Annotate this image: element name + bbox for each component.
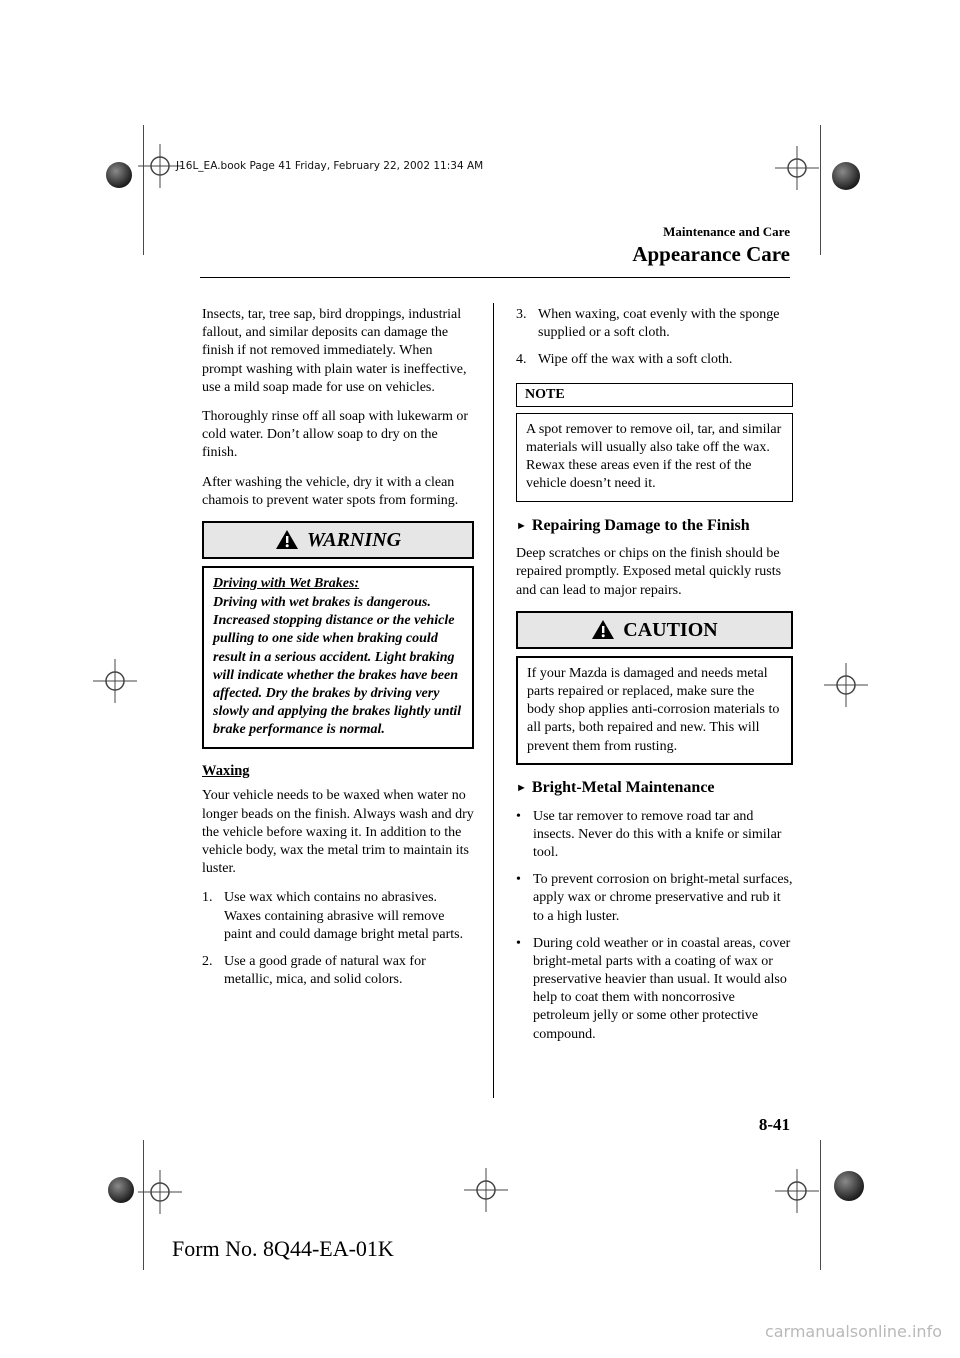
bullet-icon: • [516, 872, 521, 888]
section-heading-text: Bright-Metal Maintenance [531, 778, 715, 796]
list-number: 1. [202, 890, 213, 906]
bullet-item [516, 871, 793, 926]
section-heading-bright-metal [516, 778, 793, 799]
list-number: 3. [516, 307, 527, 322]
note-header: NOTE [516, 383, 793, 407]
list-number: 4. [516, 352, 527, 368]
bullet-text: During cold weather or in coastal areas, cover bright-metal parts with a coating of wax or preservative heavier than usual. It would also help to coat them with noncorrosive petroleum jelly or some other protective compound. [533, 935, 791, 1042]
list-text: When waxing, coat evenly with the sponge supplied or a soft cloth. [538, 307, 780, 341]
waxing-paragraph: Your vehicle needs to be waxed when water no longer beads on the finish. Always wash and dry the vehicle before waxing it. In addition to the vehicle body, wax the metal trim to maintain its luster. [202, 788, 474, 877]
section-marker-icon: ► [516, 781, 527, 794]
form-number: Form No. 8Q44-EA-01K [172, 1236, 394, 1261]
warning-subtitle: Driving with Wet Brakes: [213, 575, 360, 591]
list-item [202, 889, 474, 944]
caution-body: If your Mazda is damaged and needs metal parts repaired or replaced, make sure the body shop applies anti-corrosion materials to all parts, both repaired and new. This will prevent them from rusting. [516, 656, 793, 765]
column-divider [493, 303, 494, 1098]
crop-line [820, 1140, 821, 1270]
warning-body [202, 566, 474, 749]
section-heading-repairing [516, 516, 793, 537]
bullet-icon: • [516, 808, 521, 824]
list-item [516, 306, 793, 342]
registration-target [138, 1170, 182, 1219]
waxing-heading: Waxing [202, 762, 250, 779]
registration-dot [106, 162, 132, 188]
page-number: 8-41 [758, 1115, 790, 1134]
header-rule [200, 277, 790, 278]
registration-dot [108, 1177, 134, 1203]
paragraph-washing-3: After washing the vehicle, dry it with a clean chamois to prevent water spots from forming. [202, 474, 459, 508]
warning-box [202, 521, 474, 749]
page-title: Appearance Care [632, 242, 790, 266]
registration-dot [832, 162, 860, 190]
registration-target [824, 663, 868, 712]
registration-target [775, 146, 819, 195]
registration-target [775, 1169, 819, 1218]
list-text: Use wax which contains no abrasives. Waxes containing abrasive will remove paint and could damage bright metal parts. [224, 890, 464, 942]
crop-line [820, 125, 821, 255]
list-item [516, 351, 793, 369]
chapter-label: Maintenance and Care [663, 224, 790, 239]
bullet-item [516, 935, 793, 1044]
list-number: 2. [202, 953, 213, 969]
warning-triangle-icon [275, 529, 299, 550]
section-heading-text: Repairing Damage to the Finish [531, 516, 750, 534]
list-item [202, 953, 474, 989]
site-watermark: carmanualsonline.info [764, 1322, 942, 1341]
warning-header [202, 521, 474, 559]
caution-header [516, 611, 793, 649]
paragraph-washing-1: Insects, tar, tree sap, bird droppings, industrial fallout, and similar deposits can damage the finish if not removed immediately. When prompt washing with plain water is ineffective, use a mild soap made for use on vehicles. [202, 307, 467, 395]
bullet-text: Use tar remover to remove road tar and insects. Never do this with a knife or similar tool. [533, 808, 782, 860]
registration-target [93, 659, 137, 708]
list-text: Use a good grade of natural wax for metallic, mica, and solid colors. [224, 953, 426, 988]
note-body: A spot remover to remove oil, tar, and similar materials will usually also take off the wax. Rewax these areas even if the rest of the vehicle doesn’t need it. [516, 413, 793, 502]
caution-triangle-icon [591, 619, 615, 640]
section-marker-icon: ► [516, 519, 527, 532]
warning-title: WARNING [306, 528, 402, 551]
registration-dot [834, 1171, 864, 1201]
repairing-paragraph: Deep scratches or chips on the finish should be repaired promptly. Exposed metal quickly rusts and can lead to major repairs. [516, 546, 782, 598]
caution-box [516, 611, 793, 765]
bullet-text: To prevent corrosion on bright-metal surfaces, apply wax or chrome preservative and rub it to a high luster. [533, 872, 793, 924]
page-header [632, 224, 790, 267]
bullet-item [516, 808, 793, 863]
left-column [202, 306, 474, 998]
right-column [516, 306, 793, 1053]
bullet-icon: • [516, 935, 521, 951]
print-header: J16L_EA.book Page 41 Friday, February 22, 2002 11:34 AM [176, 160, 484, 172]
note-box [516, 383, 793, 502]
registration-target [464, 1168, 508, 1217]
warning-text: Driving with wet brakes is dangerous. Increased stopping distance or the vehicle pulling to one side when braking could result in a serious accident. Light braking will indicate whether the brakes have been affected. Dry the brakes by driving very slowly and applying the brakes lightly until brake performance is normal. [213, 595, 462, 738]
caution-title: CAUTION [623, 618, 718, 641]
list-text: Wipe off the wax with a soft cloth. [538, 352, 733, 368]
paragraph-washing-2: Thoroughly rinse off all soap with lukewarm or cold water. Don’t allow soap to dry on the finish. [202, 408, 469, 461]
